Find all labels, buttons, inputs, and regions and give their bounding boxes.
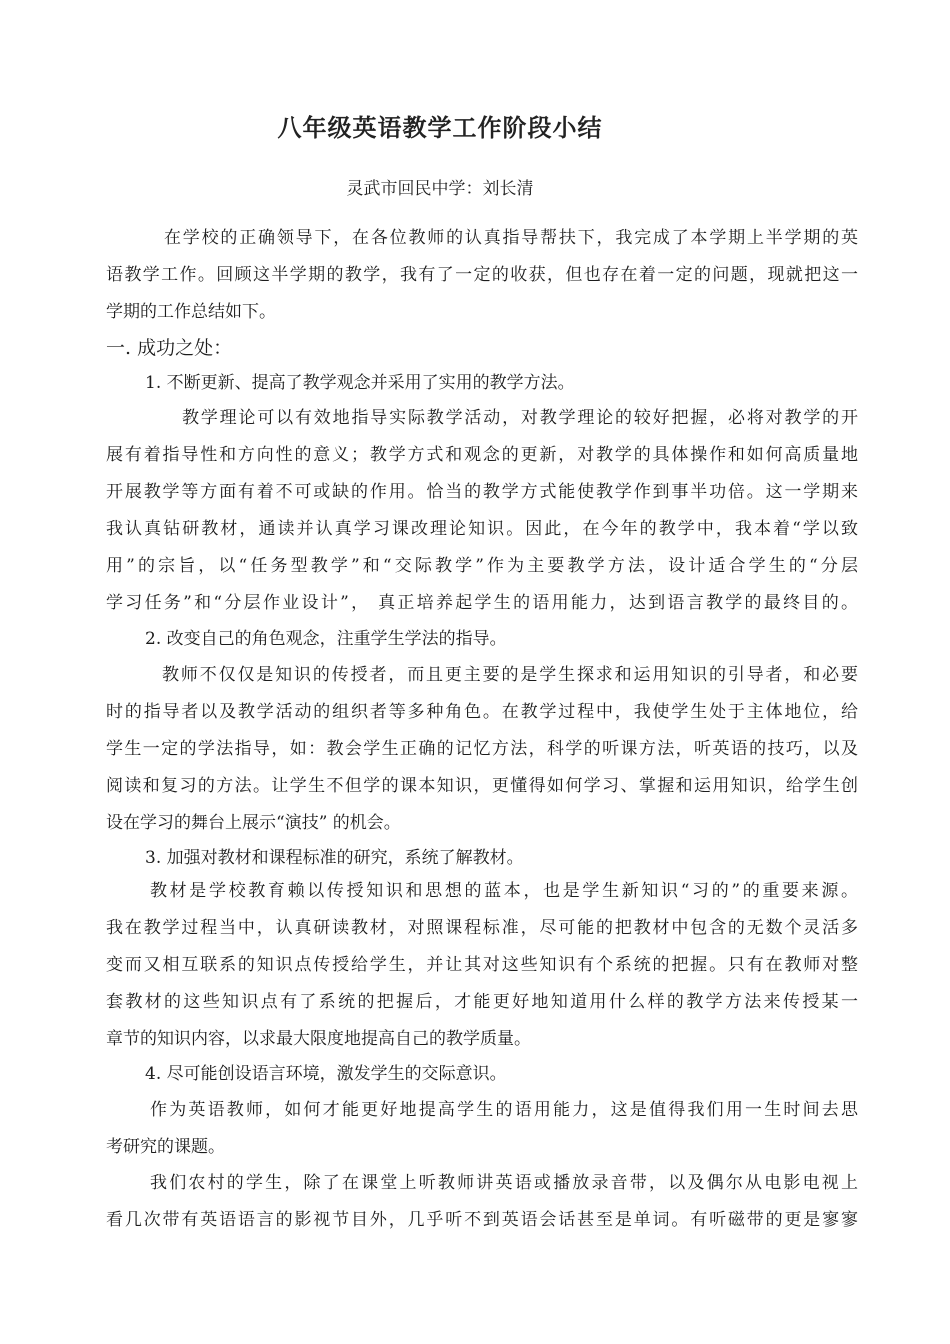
body-line: 章节的知识内容，以求最大限度地提高自己的教学质量。 [106, 1029, 531, 1049]
document-title: 八年级英语教学工作阶段小结 [277, 114, 603, 142]
intro-line: 在学校的正确领导下，在各位教师的认真指导帮扶下，我完成了本学期上半学期的英 [164, 228, 858, 248]
body-line: 时的指导者以及教学活动的组织者等多种角色。在教学过程中，我使学生处于主体地位，给 [106, 702, 858, 722]
body-line: 设在学习的舞台上展示“演技” 的机会。 [106, 813, 401, 833]
body-line: 我认真钻研教材，通读并认真学习课改理论知识。因此，在今年的教学中，我本着“学以致 [106, 519, 858, 539]
body-line: 套教材的这些知识点有了系统的把握后，才能更好地知道用什么样的教学方法来传授某一 [106, 992, 858, 1012]
body-line: 学习任务”和“分层作业设计”， 真正培养起学生的语用能力，达到语言教学的最终目的。 [106, 593, 858, 613]
intro-line: 语教学工作。回顾这半学期的教学，我有了一定的收获，但也存在着一定的问题，现就把这一 [106, 265, 858, 285]
body-line: 教师不仅仅是知识的传授者，而且更主要的是学生探求和运用知识的引导者，和必要 [162, 665, 858, 685]
body-line: 变而又相互联系的知识点传授给学生，并让其对这些知识有个系统的把握。只有在教师对整 [106, 955, 858, 975]
body-line: 用”的宗旨，以“任务型教学”和“交际教学”作为主要教学方法，设计适合学生的“分层 [106, 556, 858, 576]
intro-line: 学期的工作总结如下。 [106, 302, 276, 322]
body-line: 我在教学过程当中，认真研读教材，对照课程标准，尽可能的把教材中包含的无数个灵活多 [106, 918, 858, 938]
body-line: 阅读和复习的方法。让学生不但学的课本知识，更懂得如何学习、掌握和运用知识，给学生创 [106, 776, 858, 796]
body-line: 考研究的课题。 [106, 1137, 225, 1157]
item-title: 4. 尽可能创设语言环境，激发学生的交际意识。 [145, 1064, 507, 1084]
section-heading: 一. 成功之处： [106, 337, 233, 359]
body-line: 作为英语教师，如何才能更好地提高学生的语用能力，这是值得我们用一生时间去思 [150, 1100, 858, 1120]
item-title: 3. 加强对教材和课程标准的研究，系统了解教材。 [145, 848, 524, 868]
body-line: 开展教学等方面有着不可或缺的作用。恰当的教学方式能使教学作到事半功倍。这一学期来 [106, 482, 858, 502]
document-author: 灵武市回民中学：刘长清 [346, 179, 534, 199]
body-line: 我们农村的学生，除了在课堂上听教师讲英语或播放录音带，以及偶尔从电影电视上 [150, 1173, 858, 1193]
body-line: 教材是学校教育赖以传授知识和思想的蓝本，也是学生新知识“习的”的重要来源。 [150, 881, 858, 901]
body-line: 展有着指导性和方向性的意义；教学方式和观念的更新，对教学的具体操作和如何高质量地 [106, 445, 858, 465]
body-line: 看几次带有英语语言的影视节目外，几乎听不到英语会话甚至是单词。有听磁带的更是寥寥 [106, 1210, 858, 1230]
item-title: 1. 不断更新、提高了教学观念并采用了实用的教学方法。 [145, 373, 575, 393]
body-line: 学生一定的学法指导，如：教会学生正确的记忆方法，科学的听课方法，听英语的技巧，以及 [106, 739, 858, 759]
item-title: 2. 改变自己的角色观念，注重学生学法的指导。 [145, 629, 507, 649]
body-line: 教学理论可以有效地指导实际教学活动，对教学理论的较好把握，必将对教学的开 [182, 408, 858, 428]
